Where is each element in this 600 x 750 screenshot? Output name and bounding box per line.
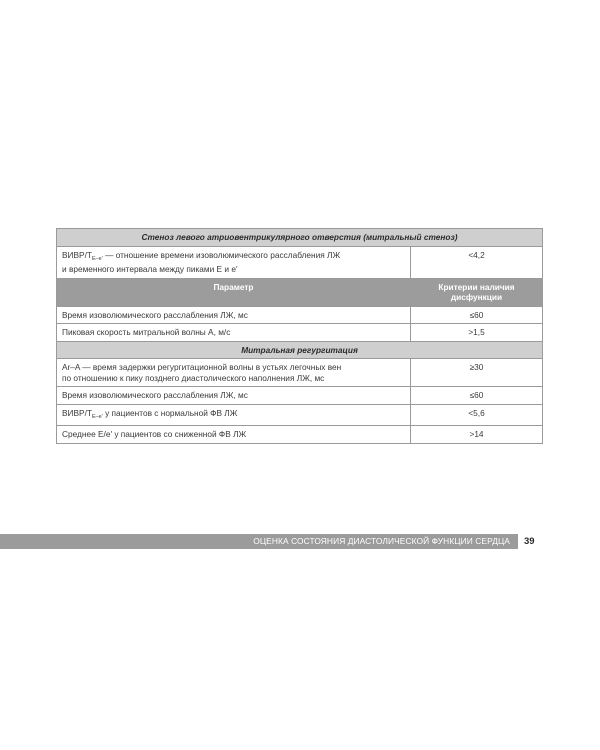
criteria-cell: ≤60 bbox=[411, 387, 543, 405]
criteria-cell: ≤60 bbox=[411, 306, 543, 324]
parameter-cell: Время изоволюмического расслабления ЛЖ, мс bbox=[57, 306, 411, 324]
footer-bar bbox=[0, 534, 518, 549]
table-row bbox=[57, 246, 543, 278]
table-row bbox=[57, 387, 543, 405]
running-title: ОЦЕНКА СОСТОЯНИЯ ДИАСТОЛИЧЕСКОЙ ФУНКЦИИ СЕРДЦА bbox=[253, 536, 510, 546]
section-title-mitral-regurgitation: Митральная регургитация bbox=[57, 341, 543, 359]
criteria-cell: ≥30 bbox=[411, 359, 543, 387]
section-row-mitral-stenosis bbox=[57, 229, 543, 247]
table-row bbox=[57, 359, 543, 387]
parameter-cell: ВИВР/$T_{E-e'}$ — отношение времени изоволюмического расслабления ЛЖ и временного интервала между пиками E и e' bbox=[57, 246, 411, 278]
parameter-cell: Ar–A — время задержки регургитационной волны в устьях легочных вен по отношению к пику позднего диастолического наполнения ЛЖ, мс bbox=[57, 359, 411, 387]
criteria-cell: >14 bbox=[411, 426, 543, 444]
parameter-cell: Пиковая скорость митральной волны A, м/с bbox=[57, 324, 411, 342]
column-header-parameter: Параметр bbox=[57, 278, 411, 306]
section-row-mitral-regurgitation bbox=[57, 341, 543, 359]
column-header-criteria: Критерии наличия дисфункции bbox=[411, 278, 543, 306]
criteria-cell: >1,5 bbox=[411, 324, 543, 342]
table-row bbox=[57, 306, 543, 324]
table-row bbox=[57, 404, 543, 426]
parameter-cell: Время изоволюмического расслабления ЛЖ, мс bbox=[57, 387, 411, 405]
parameter-cell: Среднее E/e' у пациентов со сниженной ФВ ЛЖ bbox=[57, 426, 411, 444]
table-header-row bbox=[57, 278, 543, 306]
page-number: 39 bbox=[524, 536, 535, 547]
table-row bbox=[57, 426, 543, 444]
criteria-cell: <5,6 bbox=[411, 404, 543, 426]
criteria-cell: <4,2 bbox=[411, 246, 543, 278]
table-row bbox=[57, 324, 543, 342]
diastolic-criteria-table bbox=[56, 228, 543, 444]
parameter-cell: ВИВР/$T_{E-e'}$ у пациентов с нормальной ФВ ЛЖ bbox=[57, 404, 411, 426]
section-title-mitral-stenosis: Стеноз левого атриовентрикулярного отверстия (митральный стеноз) bbox=[57, 229, 543, 247]
